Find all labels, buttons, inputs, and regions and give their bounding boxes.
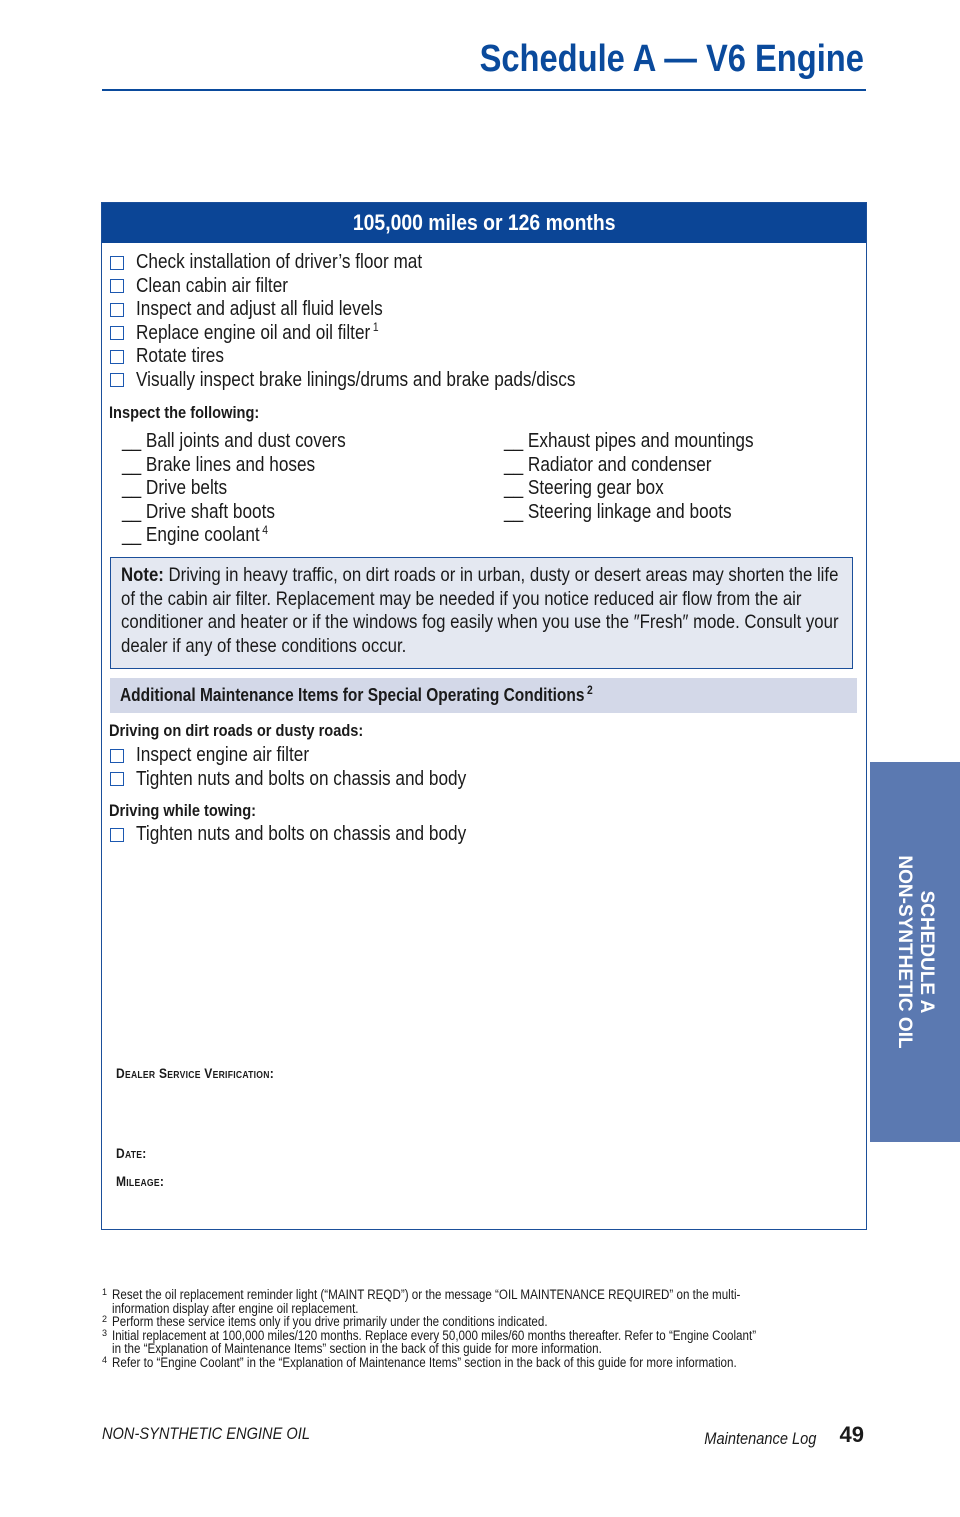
card-header-text: 105,000 miles or 126 months — [352, 210, 616, 235]
checklist-item-label: Check installation of driver’s floor mat — [136, 251, 423, 274]
checklist-item: Inspect engine air filter — [110, 744, 520, 768]
footer-log-label: Maintenance Log — [703, 1429, 816, 1448]
inspect-item: __ Drive belts — [122, 477, 228, 500]
inspect-item: __ Steering gear box — [504, 477, 664, 500]
footnote: 1 Reset the oil replacement reminder light (“MAINT REQD”) or the message “OIL MAINTENANCE REQUIRED” on the multi-information display after engine oil replacement. — [102, 1287, 741, 1316]
side-tab-label: SCHEDULE A NON-SYNTHETIC OIL — [894, 855, 937, 1049]
maintenance-card — [101, 202, 867, 1230]
checklist-item — [110, 275, 647, 299]
checklist-item-label: Visually inspect brake linings/drums and brake pads/discs — [136, 368, 576, 391]
checklist-item — [110, 322, 647, 346]
footnote-ref: 1 — [372, 320, 379, 335]
section-side-tab[interactable] — [870, 762, 960, 1142]
additional-items-heading: Additional Maintenance Items for Special Operating Conditions $^2$ — [110, 678, 857, 713]
checklist-item — [110, 369, 647, 393]
checklist-item-label: Replace engine oil and oil filter $^1$ — [136, 320, 379, 344]
mileage-label: Mileage: — [116, 1173, 165, 1189]
checkbox[interactable] — [110, 373, 124, 387]
inspect-item: __ Ball joints and dust covers — [122, 430, 346, 453]
checkbox[interactable] — [110, 772, 124, 786]
checklist-item-label: Inspect and adjust all fluid levels — [136, 298, 383, 321]
note-label: Note: — [121, 564, 164, 586]
checklist-item-label: Clean cabin air filter — [136, 274, 289, 297]
checklist-item: Tighten nuts and bolts on chassis and body — [110, 823, 520, 847]
towing-list — [110, 823, 520, 847]
title-rule — [102, 89, 866, 91]
checkbox[interactable] — [110, 256, 124, 270]
towing-heading: Driving while towing: — [109, 801, 257, 820]
inspect-item: __ Drive shaft boots — [122, 500, 275, 523]
footnote-ref: 4 — [262, 522, 269, 537]
checkbox[interactable] — [110, 279, 124, 293]
inspect-heading: Inspect the following: — [109, 403, 260, 422]
checklist-item — [110, 251, 647, 275]
checklist-item — [110, 345, 647, 369]
checkbox[interactable] — [110, 350, 124, 364]
date-label: Date: — [116, 1145, 147, 1161]
footnote: 4 Refer to “Engine Coolant” in the “Explanation of Maintenance Items” section in the back of this guide for more information. — [102, 1354, 737, 1370]
inspect-item: __ Steering linkage and boots — [504, 500, 732, 523]
dirt-roads-heading: Driving on dirt roads or dusty roads: — [109, 721, 364, 740]
card-header — [102, 203, 866, 243]
footnote-ref: 2 — [587, 683, 593, 697]
checklist-item — [110, 298, 647, 322]
inspect-item: __ Radiator and condenser — [504, 453, 712, 476]
footnote: 2 Perform these service items only if you drive primarily under the conditions indicated. — [102, 1314, 548, 1330]
checkbox[interactable] — [110, 749, 124, 763]
inspect-item: __ Brake lines and hoses — [122, 453, 316, 476]
footnotes — [102, 1288, 862, 1370]
page-number: 49 — [839, 1422, 864, 1447]
note-text: Driving in heavy traffic, on dirt roads or in urban, dusty or desert areas may shorten the life of the cabin air filter. Replacement may be needed if you notice reduced air flow from the air conditioner and heater or if the windows fog easily when you use the ″Fresh″ mode. Consult your dealer if any of these conditions occur. — [121, 564, 839, 657]
dealer-verification-label: Dealer Service Verification: — [116, 1065, 274, 1081]
checklist-item: Tighten nuts and bolts on chassis and body — [110, 768, 520, 792]
inspect-list-right — [504, 430, 794, 524]
checkbox[interactable] — [110, 326, 124, 340]
checkbox[interactable] — [110, 303, 124, 317]
inspect-item: __ Engine coolant $^4$ — [122, 522, 269, 547]
page-title: Schedule A — V6 Engine — [479, 38, 864, 80]
inspect-item: __ Exhaust pipes and mountings — [504, 430, 754, 453]
checkbox[interactable] — [110, 828, 124, 842]
footnote: 3 Initial replacement at 100,000 miles/120 months. Replace every 50,000 miles/60 months thereafter. Refer to “Engine Coolant” in the “Explanation of Maintenance Items” section in the back of this guide for more information. — [102, 1327, 757, 1357]
footer-section-label: NON-SYNTHETIC ENGINE OIL — [102, 1424, 310, 1443]
dirt-roads-list — [110, 744, 520, 791]
service-checklist — [110, 251, 647, 392]
checklist-item-label: Rotate tires — [136, 345, 224, 368]
inspect-list-left — [122, 430, 382, 548]
note-box — [110, 557, 853, 669]
